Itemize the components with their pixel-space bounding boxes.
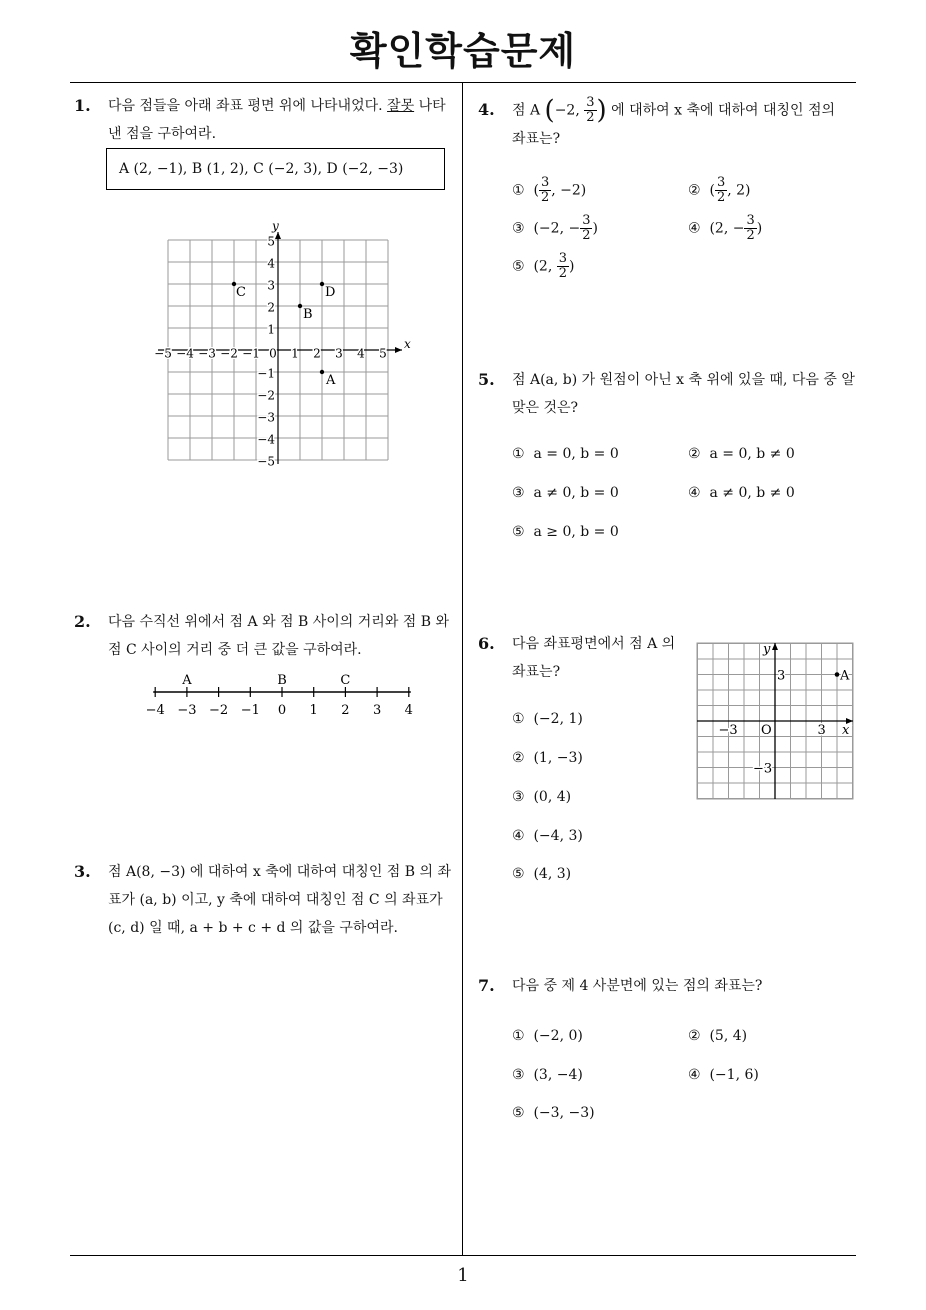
- option-post: , 2): [727, 182, 751, 199]
- q4-option-4: [688, 214, 762, 243]
- question-number: 5.: [478, 370, 495, 389]
- y-tick-label: −3: [753, 761, 773, 777]
- option-mark: ①: [512, 1028, 525, 1044]
- option-mark: ①: [512, 446, 525, 462]
- q5-option-2: [688, 446, 795, 462]
- x-tick-label: 1: [291, 346, 299, 361]
- x-tick-label: 4: [357, 346, 365, 361]
- question-text: [512, 96, 862, 153]
- x-axis-label: x: [842, 723, 850, 738]
- option-post: ): [756, 220, 763, 237]
- paren-close: ): [596, 95, 607, 126]
- question-text-part: 점 A: [512, 102, 541, 119]
- y-tick-label: −3: [257, 410, 275, 425]
- origin-label: O: [761, 723, 772, 738]
- number-line-point-label: B: [277, 673, 287, 688]
- denominator: 2: [558, 266, 568, 281]
- y-tick-label: 3: [777, 668, 786, 684]
- top-rule: [70, 82, 856, 83]
- x-tick-label: −3: [718, 723, 738, 738]
- point-label: C: [236, 285, 246, 300]
- question-1: [74, 92, 458, 148]
- denominator: 2: [582, 228, 591, 243]
- q6-option-3: [512, 789, 571, 805]
- q6-option-2: [512, 750, 583, 766]
- option-pre: (2, −: [709, 220, 745, 237]
- number-line-tick-label: 2: [341, 703, 350, 718]
- option-text: (3, −4): [533, 1067, 583, 1083]
- question-text: 다음 좌표평면에서 점 A 의 좌표는?: [512, 636, 676, 680]
- bottom-rule: [70, 1255, 856, 1256]
- question-3: [74, 858, 458, 942]
- x-tick-label: 3: [335, 346, 343, 361]
- q7-option-4: [688, 1067, 759, 1083]
- option-text: (5, 4): [709, 1028, 748, 1044]
- point-label: A: [326, 373, 336, 388]
- point-label: A: [840, 668, 850, 684]
- x-tick-label: 2: [313, 346, 321, 361]
- fraction: [557, 252, 569, 281]
- y-tick-label: −5: [257, 454, 275, 469]
- number-line-point-label: A: [182, 673, 192, 688]
- number-line-tick-label: −1: [240, 703, 260, 718]
- option-mark: ③: [512, 789, 525, 805]
- numerator: 3: [540, 175, 550, 190]
- denominator: 2: [586, 110, 595, 125]
- option-text: (−2, 0): [533, 1028, 583, 1044]
- x-tick-label: −2: [220, 346, 238, 361]
- y-tick-label: −2: [257, 388, 275, 403]
- option-mark: ⑤: [512, 1105, 525, 1121]
- option-text: (−2, 1): [533, 711, 583, 727]
- denominator: 2: [746, 228, 755, 243]
- question-text: 다음 중 제 4 사분면에 있는 점의 좌표는?: [512, 978, 763, 994]
- option-mark: ⑤: [512, 866, 525, 882]
- question-text-part: 좌표는?: [512, 131, 561, 147]
- q7-option-2: [688, 1028, 747, 1044]
- question-5: [478, 366, 862, 422]
- q6-coordinate-plane: [696, 642, 856, 802]
- q1-coordinate-plane: [150, 210, 410, 470]
- option-text: (−1, 6): [709, 1067, 759, 1083]
- option-mark: ③: [512, 1067, 525, 1083]
- q7-option-5: [512, 1105, 595, 1121]
- point-label: D: [325, 285, 336, 300]
- point-a: [320, 370, 324, 374]
- option-text: (1, −3): [533, 750, 583, 766]
- q7-option-1: [512, 1028, 583, 1044]
- question-text: 다음 수직선 위에서 점 A 와 점 B 사이의 거리와 점 B 와 점 C 사이의 거리 중 더 큰 값을 구하여라.: [108, 614, 450, 658]
- points-box: A (2, −1), B (1, 2), C (−2, 3), D (−2, −3): [106, 148, 445, 190]
- page-title: 확인학습문제: [349, 29, 577, 73]
- question-number: 7.: [478, 976, 495, 995]
- fraction: [744, 214, 756, 243]
- option-mark: ④: [512, 828, 525, 844]
- y-tick-label: 5: [267, 234, 275, 249]
- tick-labels: [154, 235, 387, 469]
- x-tick-label: 5: [379, 346, 387, 361]
- axes: [158, 219, 411, 464]
- option-mark: ②: [688, 446, 701, 462]
- option-text: (−3, −3): [533, 1105, 595, 1121]
- q4-option-1: [512, 176, 586, 205]
- option-text: (0, 4): [533, 789, 572, 805]
- fraction: [580, 214, 592, 243]
- numerator: 3: [558, 251, 568, 266]
- question-text-part: 다음 점들을 아래 좌표 평면 위에 나타내었다.: [108, 98, 383, 114]
- y-tick-label: 4: [267, 256, 275, 271]
- y-axis-arrow: [275, 232, 281, 239]
- q5-option-3: [512, 485, 619, 501]
- question-text-part: 에 대하여 x 축에 대하여 대칭인 점의: [611, 102, 836, 119]
- option-mark: ④: [688, 485, 701, 501]
- fraction: [584, 96, 596, 125]
- q6-option-4: [512, 828, 583, 844]
- question-text: 점 A(8, −3) 에 대하여 x 축에 대하여 대칭인 점 B 의 좌표가 (a, b) 이고, y 축에 대하여 대칭인 점 C 의 좌표가 (c, d) 일 때, a + b + c + d 의 값을 구하여라.: [108, 864, 451, 936]
- y-axis-arrow: [772, 643, 778, 650]
- option-mark: ②: [512, 750, 525, 766]
- q6-option-1: [512, 711, 583, 727]
- q2-number-line: [140, 668, 430, 720]
- x-tick-label: 3: [817, 723, 826, 738]
- number-line-tick-label: −2: [209, 703, 229, 718]
- q4-option-5: [512, 252, 575, 281]
- option-mark: ②: [688, 1028, 701, 1044]
- number-line-tick-label: 3: [372, 703, 382, 718]
- underlined-word: 잘못: [387, 98, 415, 114]
- q5-option-5: [512, 524, 619, 540]
- x-tick-label: −4: [176, 346, 194, 361]
- q4-option-2: [688, 176, 751, 205]
- x-tick-label: −3: [198, 346, 216, 361]
- q6-option-5: [512, 866, 571, 882]
- option-text: a ≠ 0, b = 0: [533, 485, 619, 501]
- x-tick-label: 0: [269, 346, 277, 361]
- number-line-tick-label: 1: [309, 703, 318, 718]
- y-tick-label: 3: [267, 278, 275, 293]
- option-post: ): [569, 258, 575, 275]
- x-axis-arrow: [395, 347, 402, 353]
- number-line-tick-label: −3: [177, 703, 197, 718]
- question-4: [478, 96, 862, 153]
- point-b: [298, 304, 302, 308]
- y-axis-label: y: [272, 219, 279, 233]
- option-post: , −2): [551, 182, 587, 199]
- question-6: [478, 630, 683, 686]
- option-mark: ⑤: [512, 524, 525, 540]
- numerator: 3: [582, 213, 591, 228]
- question-text: 점 A(a, b) 가 원점이 아닌 x 축 위에 있을 때, 다음 중 알맞은 것은?: [512, 372, 855, 416]
- option-mark: ⑤: [512, 258, 525, 275]
- option-text: a ≠ 0, b ≠ 0: [709, 485, 795, 501]
- x-axis-label: x: [404, 337, 411, 351]
- q7-option-3: [512, 1067, 583, 1083]
- option-mark: ①: [512, 182, 525, 199]
- y-tick-label: 2: [267, 300, 275, 315]
- question-text: [108, 92, 458, 148]
- paren-open: (: [544, 95, 555, 126]
- option-text: (4, 3): [533, 866, 572, 882]
- number-line-point-label: C: [340, 673, 351, 688]
- fraction: [715, 176, 727, 205]
- point-x: −2,: [554, 102, 580, 119]
- numerator: 3: [586, 95, 595, 110]
- number-line-tick-label: 0: [277, 703, 287, 718]
- question-number: 6.: [478, 634, 495, 653]
- question-number: 4.: [478, 100, 495, 119]
- option-pre: (: [533, 182, 539, 199]
- option-text: a = 0, b ≠ 0: [709, 446, 795, 462]
- option-mark: ④: [688, 220, 701, 237]
- option-mark: ④: [688, 1067, 701, 1083]
- option-mark: ③: [512, 220, 525, 237]
- question-2: [74, 608, 458, 664]
- question-number: 1.: [74, 96, 91, 115]
- y-tick-label: −1: [257, 366, 275, 381]
- y-tick-label: 1: [267, 322, 275, 337]
- option-pre: (: [709, 182, 715, 199]
- x-tick-label: −1: [242, 346, 260, 361]
- q5-option-4: [688, 485, 795, 501]
- x-tick-label: −5: [154, 346, 172, 361]
- option-mark: ③: [512, 485, 525, 501]
- point-label: B: [303, 307, 313, 322]
- page-number: 1: [457, 1265, 469, 1286]
- fraction: [539, 176, 551, 205]
- denominator: 2: [716, 190, 726, 205]
- option-mark: ②: [688, 182, 701, 199]
- y-tick-label: −4: [257, 432, 275, 447]
- number-line-tick-label: −4: [145, 703, 165, 718]
- option-post: ): [592, 220, 598, 237]
- question-text-part: 나타낸 점을 구하여라.: [108, 98, 446, 142]
- q5-option-1: [512, 446, 619, 462]
- option-text: a ≥ 0, b = 0: [533, 524, 619, 540]
- point-d: [320, 282, 324, 286]
- numerator: 3: [746, 213, 755, 228]
- option-pre: (−2, −: [533, 220, 581, 237]
- number-line-tick-label: 4: [404, 703, 413, 718]
- option-text: a = 0, b = 0: [533, 446, 619, 462]
- y-axis-label: y: [763, 642, 771, 657]
- option-mark: ①: [512, 711, 525, 727]
- option-text: (−4, 3): [533, 828, 583, 844]
- question-7: [478, 972, 862, 1000]
- denominator: 2: [540, 190, 550, 205]
- question-number: 3.: [74, 862, 91, 881]
- question-number: 2.: [74, 612, 91, 631]
- q4-option-3: [512, 214, 598, 243]
- column-divider: [462, 83, 463, 1256]
- option-pre: (2,: [533, 258, 557, 275]
- numerator: 3: [716, 175, 726, 190]
- point-a: [835, 672, 840, 677]
